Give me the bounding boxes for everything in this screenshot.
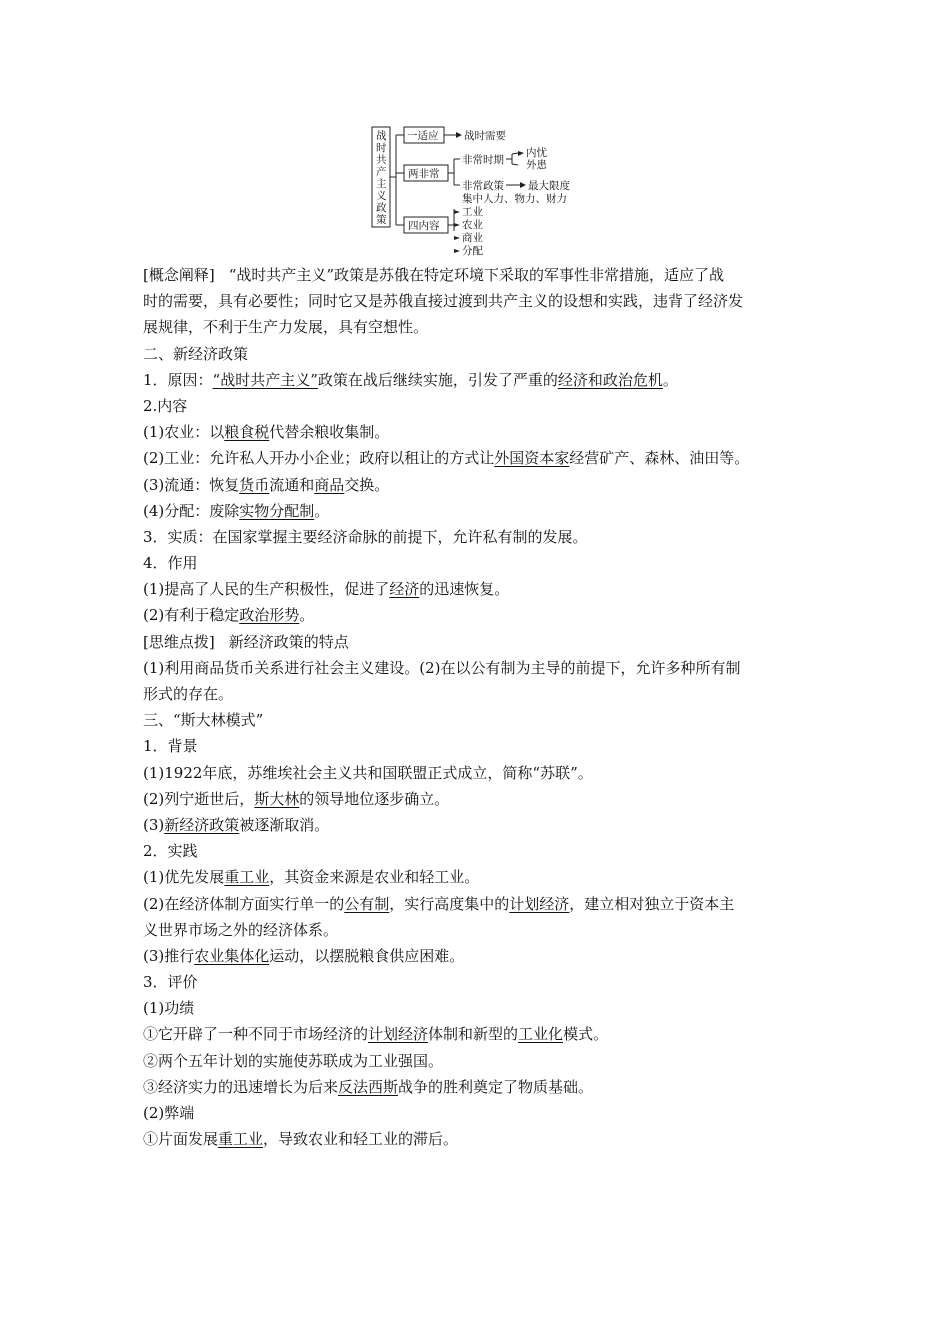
root-char: 政 xyxy=(376,202,387,214)
text-segment: ②两个五年计划的实施使苏联成为工业强国。 xyxy=(143,1051,444,1070)
box-one-item: 战时需要 xyxy=(464,130,506,142)
underlined-keyword: 公有制 xyxy=(344,894,390,913)
text-segment: (1)利用商品货币关系进行社会主义建设。(2)在以公有制为主导的前提下，允许多种所有制 xyxy=(143,658,741,677)
text-line xyxy=(143,445,815,471)
root-char: 主 xyxy=(376,178,387,190)
text-line xyxy=(143,1048,815,1074)
text-segment: 的领导地位逐步确立。 xyxy=(299,789,450,808)
root-char: 战 xyxy=(376,130,387,142)
text-segment: 体制和新型的 xyxy=(428,1025,519,1044)
text-segment: 三、“斯大林模式” xyxy=(143,711,264,730)
text-segment: 。 xyxy=(299,606,315,625)
underlined-keyword: 外国资本家 xyxy=(494,449,570,468)
text-line xyxy=(143,655,815,681)
root-char: 产 xyxy=(376,166,387,178)
item-arrow xyxy=(454,210,460,214)
text-segment: [思维点拨] xyxy=(143,632,215,651)
box-three-item: 工业 xyxy=(462,206,483,218)
text-line xyxy=(143,341,815,367)
text-segment: 3．评价 xyxy=(143,973,198,992)
underlined-keyword: 计划经济 xyxy=(368,1025,429,1044)
text-segment: 形式的存在。 xyxy=(143,685,234,703)
text-line xyxy=(143,498,815,524)
text-line xyxy=(143,812,815,838)
text-segment: 模式。 xyxy=(563,1025,609,1044)
text-line xyxy=(143,602,815,628)
underlined-keyword: 商品 xyxy=(314,475,345,494)
box-two-policy: 非常政策 xyxy=(462,180,504,192)
text-segment: (2)列宁逝世后， xyxy=(143,789,255,808)
war-communism-diagram xyxy=(368,123,588,257)
underlined-keyword: 粮食税 xyxy=(224,423,270,442)
text-segment: 时的需要，具有必要性；同时它又是苏俄直接过渡到共产主义的设想和实践，违背了经济发 xyxy=(143,292,744,311)
box-two-policy-a: 最大限度 xyxy=(528,180,570,192)
text-segment: 4．作用 xyxy=(143,554,198,573)
text-line xyxy=(143,314,815,340)
text-line xyxy=(143,891,815,917)
text-segment: 代替余粮收集制。 xyxy=(269,423,390,442)
text-segment: 3．实质：在国家掌握主要经济命脉的前提下，允许私有制的发展。 xyxy=(143,527,588,546)
text-segment: (3)推行 xyxy=(143,946,195,965)
text-segment: 二、新经济政策 xyxy=(143,344,249,363)
text-segment: 被逐渐取消。 xyxy=(239,815,330,834)
text-line xyxy=(143,419,815,445)
box-one-label: 一适应 xyxy=(407,130,439,142)
text-segment: (1)农业：以 xyxy=(143,423,225,442)
text-segment: (1)优先发展 xyxy=(143,868,225,887)
root-char: 时 xyxy=(376,142,387,154)
box-two-period: 非常时期 xyxy=(462,154,504,166)
root-char: 共 xyxy=(376,154,387,166)
text-segment: 1．背景 xyxy=(143,737,198,756)
text-line xyxy=(143,786,815,812)
text-segment: ，导致农业和轻工业的滞后。 xyxy=(263,1130,459,1149)
text-segment: [概念阐释] xyxy=(143,266,215,284)
text-segment: 的迅速恢复。 xyxy=(419,580,510,599)
underlined-keyword: 货币 xyxy=(239,475,270,494)
text-line xyxy=(143,917,815,943)
text-segment: 流通和 xyxy=(269,475,315,494)
text-line xyxy=(143,681,815,707)
text-line xyxy=(143,288,815,314)
box-two-period-a: 内忧 xyxy=(526,147,547,159)
text-line xyxy=(143,629,815,655)
text-segment: ①它开辟了一种不同于市场经济的 xyxy=(143,1025,369,1044)
root-char: 策 xyxy=(376,214,387,226)
text-line xyxy=(143,1021,815,1047)
text-segment: (4)分配：废除 xyxy=(143,501,240,520)
text-line xyxy=(143,864,815,890)
text-segment: 交换。 xyxy=(344,475,390,494)
root-label xyxy=(376,129,387,226)
text-line xyxy=(143,262,815,288)
text-segment: 新经济政策的特点 xyxy=(228,632,349,651)
underlined-keyword: 政治形势 xyxy=(239,606,300,625)
text-line xyxy=(143,1126,815,1152)
text-line xyxy=(143,969,815,995)
underlined-keyword: 斯大林 xyxy=(254,789,300,808)
text-segment: 。 xyxy=(314,501,330,520)
text-segment: (1)提高了人民的生产积极性，促进了 xyxy=(143,580,390,599)
text-segment: 运动，以摆脱粮食供应困难。 xyxy=(269,946,465,965)
box-two-policy-b: 集中人力、物力、财力 xyxy=(462,193,567,205)
text-line xyxy=(143,550,815,576)
underlined-keyword: “战时共产主义” xyxy=(212,370,318,389)
box-three-item: 分配 xyxy=(462,245,483,257)
text-line xyxy=(143,1100,815,1126)
text-line xyxy=(143,995,815,1021)
text-segment: (1)1922年底，苏维埃社会主义共和国联盟正式成立，简称“苏联”。 xyxy=(143,763,593,782)
text-line xyxy=(143,707,815,733)
box-three-item: 商业 xyxy=(462,232,483,244)
item-arrow xyxy=(454,236,460,240)
text-segment: 战争的胜利奠定了物质基础。 xyxy=(398,1077,594,1096)
item-arrow xyxy=(454,249,460,253)
text-segment: ，其资金来源是农业和轻工业。 xyxy=(269,868,480,887)
text-segment: ③经济实力的迅速增长为后来 xyxy=(143,1077,339,1096)
text-segment: (2)在经济体制方面实行单一的 xyxy=(143,894,345,913)
text-line xyxy=(143,760,815,786)
underlined-keyword: 重工业 xyxy=(224,868,270,887)
text-line xyxy=(143,838,815,864)
box-three-item: 农业 xyxy=(462,219,483,231)
underlined-keyword: 新经济政策 xyxy=(164,815,240,834)
box-two-period-b: 外患 xyxy=(526,159,547,171)
text-line xyxy=(143,943,815,969)
text-line xyxy=(143,393,815,419)
text-segment: 2．实践 xyxy=(143,842,198,861)
underlined-keyword: 计划经济 xyxy=(509,894,570,913)
underlined-keyword: 经济和政治危机 xyxy=(557,370,663,389)
text-segment: ，建立相对独立于资本主 xyxy=(569,894,735,913)
text-segment: 经营矿产、森林、油田等。 xyxy=(569,449,750,468)
text-segment: (3)流通：恢复 xyxy=(143,475,240,494)
text-segment: (3) xyxy=(143,815,165,834)
box-three-label: 四内容 xyxy=(408,220,440,232)
underlined-keyword: 实物分配制 xyxy=(239,501,315,520)
text-line xyxy=(143,1074,815,1100)
text-line xyxy=(143,524,815,550)
document-body xyxy=(143,262,815,1152)
text-segment: ，实行高度集中的 xyxy=(389,894,510,913)
root-char: 义 xyxy=(376,190,387,202)
underlined-keyword: 经济 xyxy=(389,580,420,599)
underlined-keyword: 反法西斯 xyxy=(338,1077,399,1096)
item-arrow xyxy=(454,223,460,227)
text-segment: 展规律，不利于生产力发展，具有空想性。 xyxy=(143,318,429,337)
text-segment: 1．原因： xyxy=(143,370,213,389)
text-segment: (2)弊端 xyxy=(143,1104,195,1122)
text-segment: “战时共产主义”政策是苏俄在特定环境下采取的军事性非常措施，适应了战 xyxy=(228,266,725,284)
text-segment: ①片面发展 xyxy=(143,1130,219,1149)
text-line xyxy=(143,472,815,498)
underlined-keyword: 工业化 xyxy=(518,1025,564,1044)
text-line xyxy=(143,576,815,602)
text-segment: (2)工业：允许私人开办小企业；政府以租让的方式让 xyxy=(143,449,495,468)
text-segment: 政策在战后继续实施，引发了严重的 xyxy=(317,370,558,389)
box-two-label: 两非常 xyxy=(408,168,440,180)
text-line xyxy=(143,367,815,393)
text-segment: (2)有利于稳定 xyxy=(143,606,240,625)
underlined-keyword: 农业集体化 xyxy=(194,946,270,965)
text-line xyxy=(143,733,815,759)
text-segment: 义世界市场之外的经济体系。 xyxy=(143,920,339,939)
underlined-keyword: 重工业 xyxy=(218,1130,264,1149)
text-segment: 2.内容 xyxy=(143,396,188,415)
text-segment: 。 xyxy=(662,370,678,389)
box-three-items xyxy=(454,205,483,257)
text-segment: (1)功绩 xyxy=(143,999,195,1018)
